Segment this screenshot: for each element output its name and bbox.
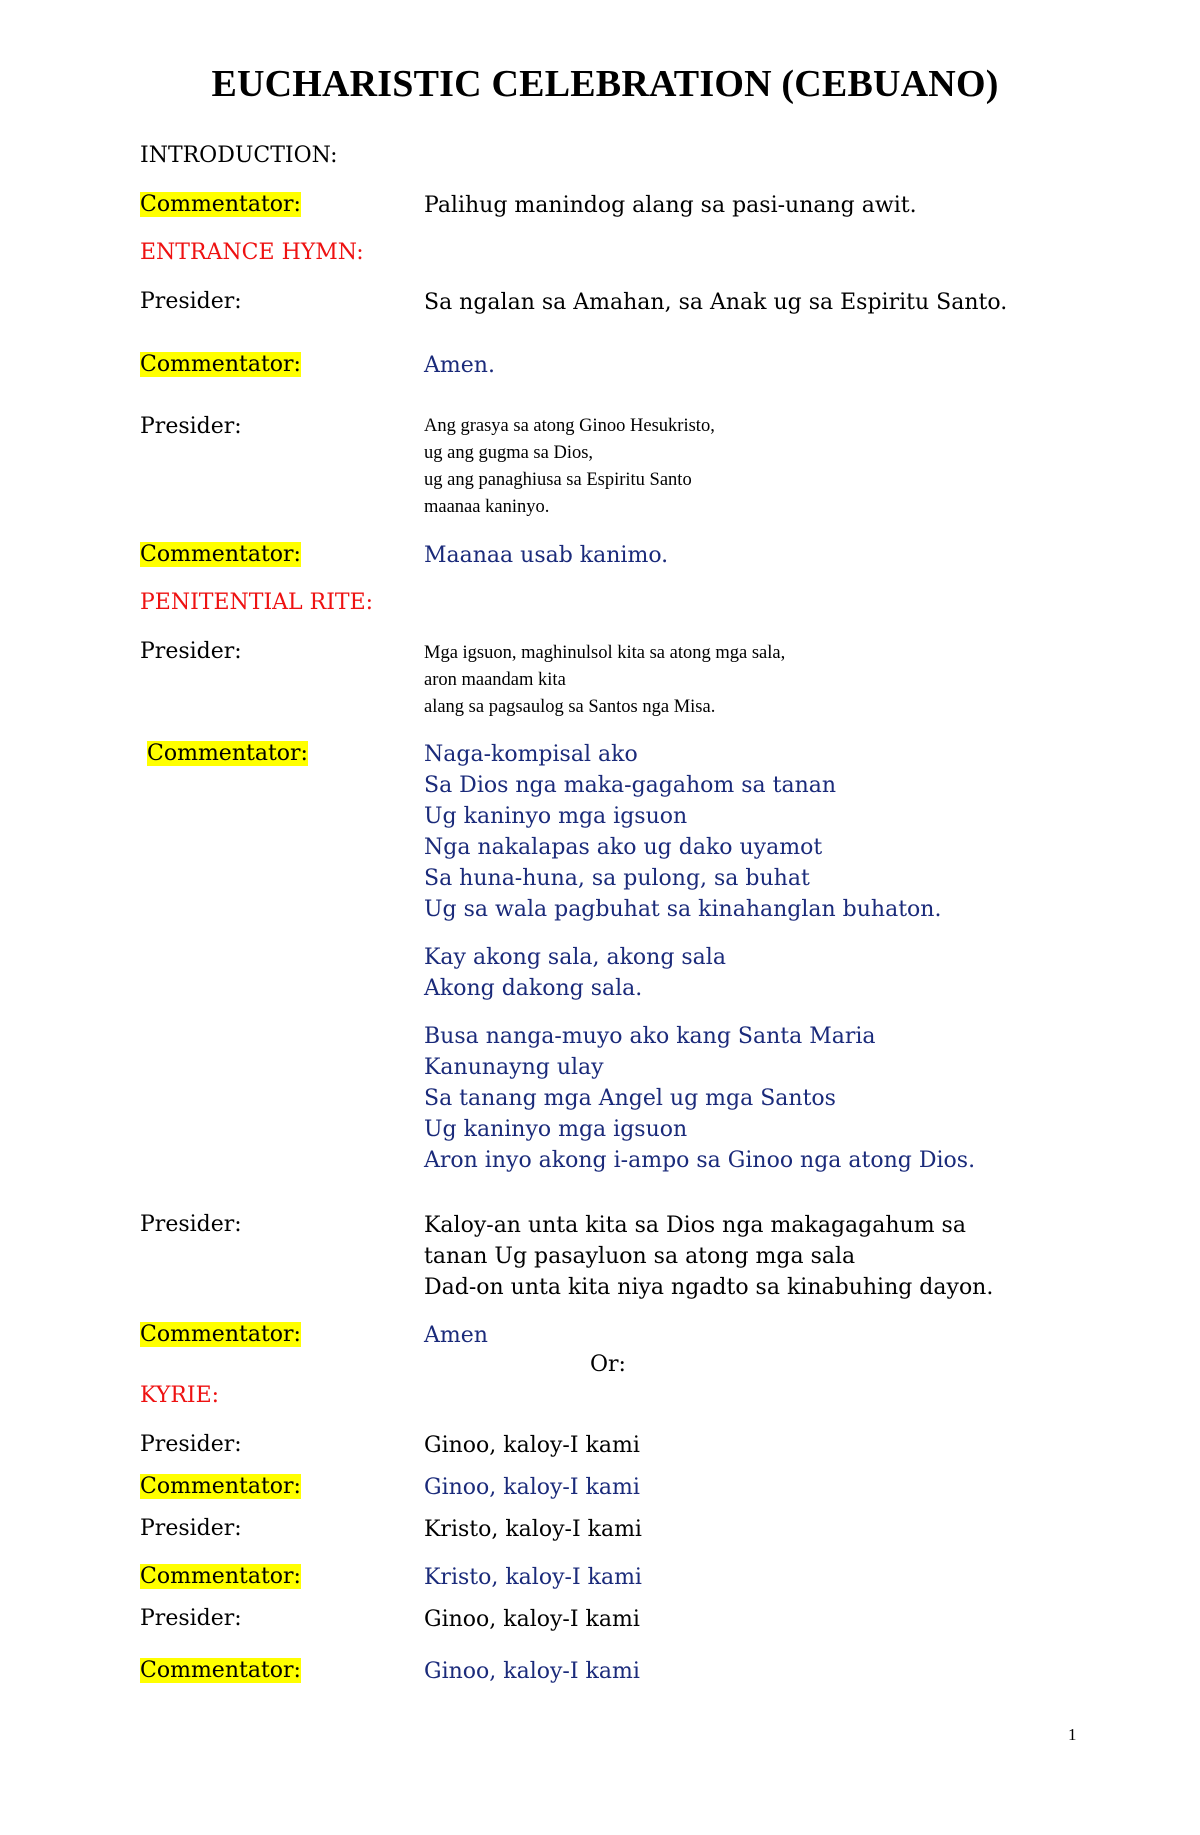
text-line: Sa ngalan sa Amahan, sa Anak ug sa Espiritu Santo.: [424, 290, 1008, 315]
kyrie-response: Kristo, kaloy-I kami: [424, 1565, 642, 1590]
entrance-hymn-heading: ENTRANCE HYMN:: [140, 240, 364, 265]
commentator-response: [424, 350, 495, 381]
presider-invitation: [424, 640, 785, 721]
text-line: Dad-on unta kita niya ngadto sa kinabuhing dayon.: [424, 1275, 994, 1300]
presider-label: Presider:: [140, 1432, 242, 1457]
kyrie-line: Ginoo, kaloy-I kami: [424, 1433, 640, 1458]
text-line: Akong dakong sala.: [424, 976, 643, 1001]
text-line: Sa huna-huna, sa pulong, sa buhat: [424, 866, 810, 891]
commentator-label: Commentator:: [140, 352, 301, 377]
text-line: tanan Ug pasayluon sa atong mga sala: [424, 1244, 856, 1269]
text-line: Palihug manindog alang sa pasi-unang awit.: [424, 193, 917, 218]
document-title: EUCHARISTIC CELEBRATION (CEBUANO): [211, 63, 999, 105]
presider-text: [424, 287, 1007, 318]
text-line: Ug kaninyo mga igsuon: [424, 804, 688, 829]
text-line: maanaa kaninyo.: [424, 497, 550, 517]
commentator-label: Commentator:: [140, 542, 301, 567]
kyrie-line: Kristo, kaloy-I kami: [424, 1517, 642, 1542]
kyrie-line: Ginoo, kaloy-I kami: [424, 1607, 640, 1632]
presider-label: Presider:: [140, 1516, 242, 1541]
presider-label: Presider:: [140, 414, 242, 439]
text-line: Amen: [424, 1323, 488, 1348]
kyrie-response: Ginoo, kaloy-I kami: [424, 1659, 640, 1684]
text-line: Naga-kompisal ako: [424, 742, 638, 767]
presider-greeting: [424, 413, 715, 521]
text-line: Ug sa wala pagbuhat sa kinahanglan buhaton.: [424, 897, 942, 922]
presider-label: Presider:: [140, 289, 242, 314]
or-separator: Or:: [590, 1352, 626, 1377]
commentator-label: Commentator:: [140, 1474, 301, 1499]
text-line: Ug kaninyo mga igsuon: [424, 1117, 688, 1142]
presider-label: Presider:: [140, 1212, 242, 1237]
text-line: Sa Dios nga maka-gagahom sa tanan: [424, 773, 837, 798]
commentator-label: Commentator:: [140, 1658, 301, 1683]
commentator-label: Commentator:: [147, 741, 308, 766]
text-line: Mga igsuon, maghinulsol kita sa atong mga sala,: [424, 643, 786, 663]
text-line: alang sa pagsaulog sa Santos nga Misa.: [424, 697, 716, 717]
commentator-label: Commentator:: [140, 1322, 301, 1347]
text-line: ug ang panaghiusa sa Espiritu Santo: [424, 470, 692, 490]
text-line: Kanunayng ulay: [424, 1055, 604, 1080]
confiteor: [424, 739, 975, 1176]
penitential-rite-heading: PENITENTIAL RITE:: [140, 590, 374, 615]
commentator-label: Commentator:: [140, 1564, 301, 1589]
introduction-heading: INTRODUCTION:: [140, 143, 338, 168]
confiteor-stanza-3: [424, 1021, 975, 1176]
confiteor-stanza-1: [424, 739, 975, 925]
text-line: Nga nakalapas ako ug dako uyamot: [424, 835, 823, 860]
text-line: Aron inyo akong i-ampo sa Ginoo nga atong Dios.: [424, 1148, 976, 1173]
text-line: Busa nanga-muyo ako kang Santa Maria: [424, 1024, 876, 1049]
commentator-response: [424, 540, 668, 571]
text-line: Amen.: [424, 353, 495, 378]
presider-label: Presider:: [140, 1606, 242, 1631]
kyrie-heading: KYRIE:: [140, 1383, 220, 1408]
text-line: Kay akong sala, akong sala: [424, 945, 726, 970]
text-line: Sa tanang mga Angel ug mga Santos: [424, 1086, 836, 1111]
text-line: Maanaa usab kanimo.: [424, 543, 669, 568]
commentator-label: Commentator:: [140, 192, 301, 217]
presider-absolution: [424, 1210, 993, 1303]
commentator-instruction: [424, 190, 917, 221]
commentator-response: [424, 1320, 488, 1351]
text-line: aron maandam kita: [424, 670, 566, 690]
confiteor-stanza-2: [424, 942, 975, 1004]
page-number: 1: [1068, 1725, 1077, 1744]
text-line: Ang grasya sa atong Ginoo Hesukristo,: [424, 416, 715, 436]
text-line: Kaloy-an unta kita sa Dios nga makagagahum sa: [424, 1213, 966, 1238]
presider-label: Presider:: [140, 639, 242, 664]
text-line: ug ang gugma sa Dios,: [424, 443, 594, 463]
kyrie-response: Ginoo, kaloy-I kami: [424, 1475, 640, 1500]
